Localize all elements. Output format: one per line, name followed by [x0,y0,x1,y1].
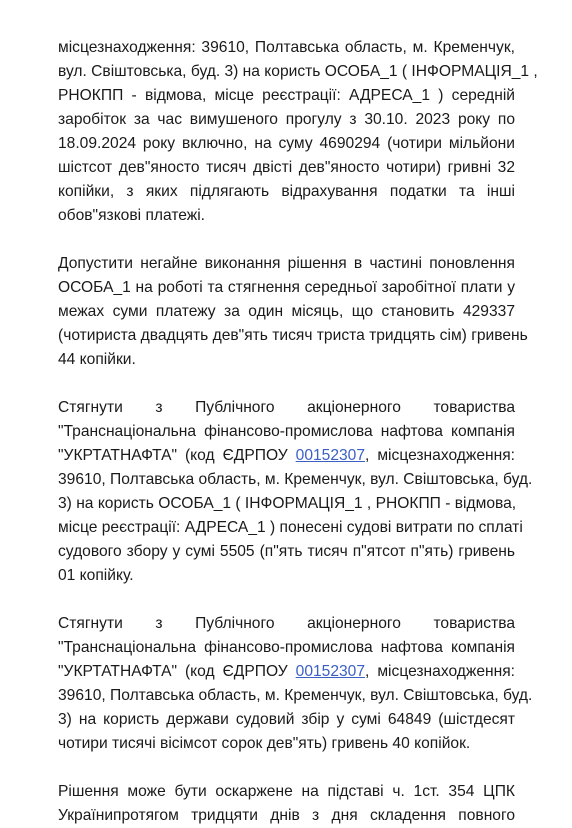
text-line [58,204,515,228]
text-line [58,348,515,372]
text-line [58,684,533,708]
text-segment: "Транснаціональна фінансово-промислова нафтова компанія [58,639,515,656]
text-line [58,60,538,84]
text-segment: , місцезнаходження: [365,663,515,680]
text-segment: Рішення може бути оскаржене на підставі ч. 1ст. 354 ЦПК [58,783,515,800]
text-line [58,708,515,732]
text-line [58,612,515,636]
text-line [58,324,528,348]
text-line [58,516,523,540]
text-segment: "УКРТАТНАФТА" (код ЄДРПОУ [58,663,296,680]
text-line [58,396,515,420]
text-segment: вул. Свіштовська, буд. 3) на користь ОСОБА_1 ( ІНФОРМАЦІЯ_1 , [58,63,538,80]
text-segment: Стягнути з Публічного акціонерного товариства [58,615,515,632]
text-segment: 3) на користь держави судовий збір у сумі 64849 (шістдесят [58,711,515,728]
paragraph [58,36,538,228]
text-segment: місцезнаходження: 39610, Полтавська область, м. Кременчук, [58,39,515,56]
text-segment: РНОКПП - відмова, місце реєстрації: АДРЕСА_1 ) середній [58,87,515,104]
text-line [58,300,515,324]
text-segment: 18.09.2024 року включно, на суму 4690294 (чотири мільйони [58,135,515,152]
text-segment: 44 копійки. [58,351,136,368]
text-segment: , місцезнаходження: [365,447,515,464]
text-segment: 3) на користь ОСОБА_1 ( ІНФОРМАЦІЯ_1 , РНОКПП - відмова, [58,495,517,512]
text-line [58,180,515,204]
text-segment: Стягнути з Публічного акціонерного товариства [58,399,515,416]
text-line [58,420,515,444]
text-line [58,36,515,60]
text-line [58,540,515,564]
edrpou-code-link[interactable]: 00152307 [295,663,366,680]
paragraph [58,396,533,588]
paragraph [58,612,533,756]
text-line [58,108,515,132]
paragraph [58,252,528,372]
text-line [58,732,515,756]
text-segment: Допустити негайне виконання рішення в частині поновлення [58,255,515,272]
text-line [58,636,515,660]
text-line [58,564,515,588]
text-segment: межах суми платежу за один місяць, що становить 429337 [58,303,515,320]
paragraph [58,780,515,828]
text-segment: 01 копійку. [58,567,134,584]
text-line [58,276,515,300]
text-segment: "УКРТАТНАФТА" (код ЄДРПОУ [58,447,296,464]
text-line [58,492,515,516]
text-segment: 39610, Полтавська область, м. Кременчук, вул. Свіштовська, буд. [58,471,533,488]
text-line [58,84,515,108]
text-line [58,132,515,156]
text-line [58,252,515,276]
text-segment: заробіток за час вимушеного прогулу з 30.10. 2023 року по [58,111,515,128]
text-segment: чотири тисячі вісімсот сорок дев"ять) гривень 40 копійок. [58,735,471,752]
text-segment: шістсот дев"яносто тисяч двісті дев"яносто чотири) гривні 32 [58,159,515,176]
text-segment: обов"язкові платежі. [58,207,206,224]
text-line [58,156,515,180]
text-segment: (чотириста двадцять дев"ять тисяч триста тридцять сім) гривень [58,327,528,344]
text-segment: копійки, з яких підлягають відрахування податки та інші [58,183,515,200]
text-line [58,780,515,804]
text-segment: місце реєстрації: АДРЕСА_1 ) понесені судові витрати по сплаті [58,519,523,536]
edrpou-code-link[interactable]: 00152307 [295,447,366,464]
text-segment: 39610, Полтавська область, м. Кременчук, вул. Свіштовська, буд. [58,687,533,704]
text-line [58,468,533,492]
text-segment: "Транснаціональна фінансово-промислова нафтова компанія [58,423,515,440]
text-line [58,804,515,828]
document-page [58,36,538,828]
text-line [58,660,515,684]
text-line [58,444,515,468]
text-segment: судового збору у сумі 5505 (п"ять тисяч п"ятсот п"ять) гривень [58,543,515,560]
text-segment: Українипротягом тридцяти днів з дня складення повного [58,807,515,824]
text-segment: ОСОБА_1 на роботі та стягнення середньої заробітної плати у [58,279,515,296]
